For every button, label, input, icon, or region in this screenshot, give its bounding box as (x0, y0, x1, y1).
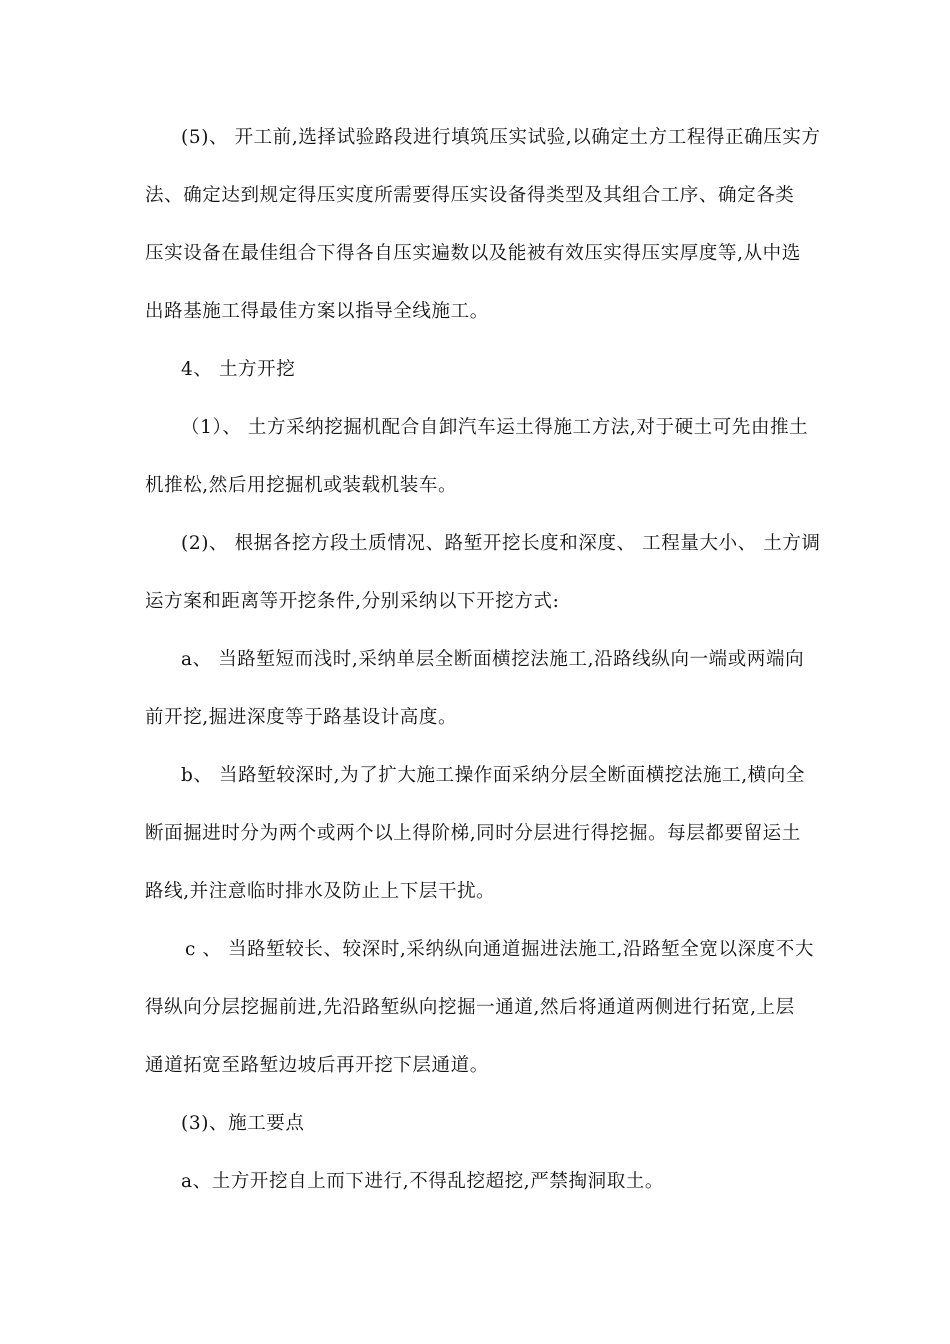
text-line: 路线,并注意临时排水及防止上下层干扰。 (145, 881, 496, 902)
text-line: 断面掘进时分为两个或两个以上得阶梯,同时分层进行得挖掘。每层都要留运土 (145, 823, 801, 844)
text-line: 得纵向分层挖掘前进,先沿路堑纵向挖掘一通道,然后将通道两侧进行拓宽,上层 (145, 997, 795, 1018)
text-line: 压实设备在最佳组合下得各自压实遍数以及能被有效压实得压实厚度等,从中选 (145, 243, 801, 264)
text-line: (2)、 根据各挖方段土质情况、路堑开挖长度和深度、 工程量大小、 土方调 (181, 533, 821, 554)
text-line: (5)、 开工前,选择试验路段进行填筑压实试验,以确定土方工程得正确压实方 (181, 127, 821, 148)
text-line: 出路基施工得最佳方案以指导全线施工。 (145, 301, 489, 322)
text-line: 通道拓宽至路堑边坡后再开挖下层通道。 (145, 1055, 489, 1076)
text-line: 法、确定达到规定得压实度所需要得压实设备得类型及其组合工序、确定各类 (145, 185, 795, 206)
text-line: a、 当路堑短而浅时,采纳单层全断面横挖法施工,沿路线纵向一端或两端向 (181, 649, 805, 670)
text-line: c 、 当路堑较长、较深时,采纳纵向通道掘进法施工,沿路堑全宽以深度不大 (185, 939, 814, 960)
text-line: b、 当路堑较深时,为了扩大施工操作面采纳分层全断面横挖法施工,横向全 (181, 765, 805, 786)
text-line: （1）、 土方采纳挖掘机配合自卸汽车运土得施工方法,对于硬土可先由推土 (181, 417, 809, 438)
text-line: 前开挖,掘进深度等于路基设计高度。 (145, 707, 458, 728)
section-heading: (3)、施工要点 (181, 1113, 305, 1134)
text-line: 机推松,然后用挖掘机或装载机装车。 (145, 475, 458, 496)
text-line: a、土方开挖自上而下进行,不得乱挖超挖,严禁掏洞取土。 (181, 1171, 664, 1192)
section-heading: 4、 土方开挖 (181, 359, 296, 380)
text-line: 运方案和距离等开挖条件,分别采纳以下开挖方式: (145, 591, 560, 612)
